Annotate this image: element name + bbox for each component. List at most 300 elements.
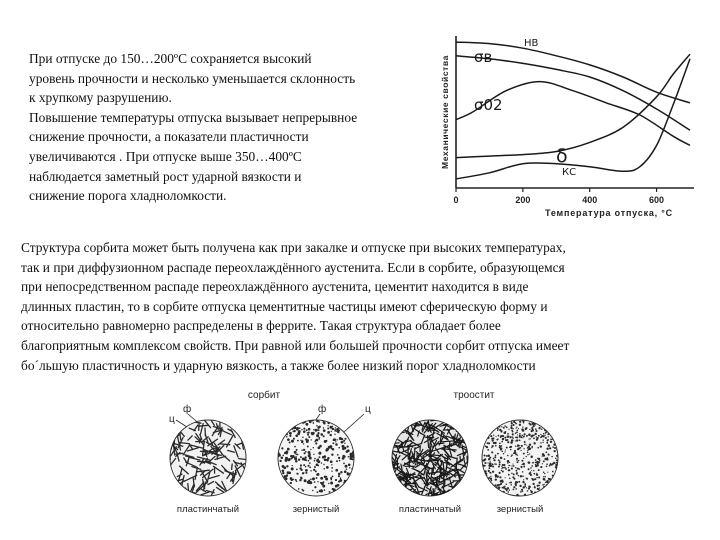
carbide-particle [330,481,333,484]
carbide-particle [303,443,304,444]
carbide-particle [535,433,537,435]
carbide-particle [304,479,307,482]
carbide-particle [316,434,319,437]
carbide-particle [510,482,512,484]
carbide-particle [285,457,288,460]
carbide-particle [492,466,494,468]
carbide-particle [519,433,521,435]
lamella [393,433,397,440]
carbide-particle [550,493,552,495]
carbide-particle [529,444,531,446]
carbide-particle [487,462,488,463]
carbide-particle [505,419,507,421]
carbide-particle [291,440,294,443]
carbide-particle [553,426,555,428]
carbide-particle [340,471,342,473]
carbide-particle [297,454,299,456]
carbide-particle [507,462,508,463]
lamella [389,485,396,486]
lamella [460,492,466,496]
carbide-particle [537,485,539,487]
carbide-particle [509,436,511,438]
carbide-particle [319,445,322,448]
carbide-particle [545,435,546,436]
carbide-particle [495,474,498,477]
carbide-particle [495,463,496,464]
carbide-particle [511,439,514,442]
lamella [463,432,470,435]
carbide-particle [296,449,298,451]
carbide-particle [502,451,504,453]
carbide-particle [518,468,520,470]
lamella [391,487,398,493]
carbide-particle [347,490,350,493]
carbide-particle [516,437,518,439]
carbide-particle [553,462,554,463]
carbide-particle [525,428,527,430]
carbide-particle [338,475,340,477]
lamella [392,443,399,444]
carbide-particle [508,469,510,471]
carbide-particle [309,466,311,468]
carbide-particle [483,426,485,428]
carbide-particle [283,419,285,421]
carbide-particle [545,437,547,439]
carbide-particle [493,445,494,446]
carbide-particle [501,466,502,467]
carbide-particle [488,427,490,429]
carbide-particle [351,431,354,434]
carbide-particle [295,456,296,457]
carbide-particle [515,440,516,441]
carbide-particle [542,456,543,457]
carbide-particle [351,456,352,457]
carbide-particle [302,437,304,439]
carbide-particle [540,420,542,422]
carbide-particle [499,472,501,474]
carbide-particle [483,434,485,436]
carbide-particle [516,458,518,460]
carbide-particle [349,467,350,468]
carbide-particle [305,466,306,467]
carbide-particle [555,457,557,459]
carbide-particle [493,426,496,429]
carbide-particle [284,475,287,478]
carbide-particle [516,460,517,461]
carbide-particle [301,429,302,430]
carbide-particle [522,491,523,492]
carbide-particle [490,435,492,437]
carbide-particle [547,453,549,455]
carbide-particle [312,477,315,480]
carbide-particle [512,436,513,437]
carbide-particle [547,494,549,496]
cementite-label: ц [169,414,175,425]
carbide-particle [533,470,534,471]
carbide-particle [552,471,554,473]
carbide-particle [323,464,324,465]
carbide-particle [503,427,505,429]
carbide-particle [522,429,524,431]
carbide-particle [489,486,491,488]
carbide-particle [489,422,490,423]
carbide-particle [556,462,558,464]
carbide-particle [281,447,283,449]
lamella [448,491,454,500]
carbide-particle [549,426,550,427]
carbide-particle [517,455,518,456]
lamella [448,491,457,495]
carbide-particle [506,426,508,428]
carbide-particle [536,436,537,437]
sorbite-title: сорбит [247,390,281,401]
carbide-particle [517,461,519,463]
carbide-particle [342,441,344,443]
carbide-particle [308,460,310,462]
carbide-particle [288,419,290,421]
main-line: благоприятным комплексом свойств. При равной или большей прочности сорбит отпуска имеет [21,337,570,353]
carbide-particle [513,465,515,467]
carbide-particle [297,440,299,442]
carbide-particle [494,456,496,458]
carbide-particle [338,447,340,449]
lamella [455,422,467,428]
lamella [394,420,397,432]
carbide-particle [515,481,517,483]
carbide-particle [310,449,311,450]
carbide-particle [535,459,537,461]
carbide-particle [494,427,495,428]
carbide-particle [509,482,510,483]
series-line-KC [456,59,690,179]
carbide-particle [277,429,279,431]
carbide-particle [523,466,525,468]
carbide-particle [352,440,355,443]
carbide-particle [314,441,316,443]
carbide-particle [543,472,544,473]
carbide-particle [532,483,534,485]
carbide-particle [287,439,289,441]
carbide-particle [298,421,300,423]
carbide-particle [542,435,544,437]
carbide-particle [487,429,489,431]
carbide-particle [556,486,558,488]
carbide-particle [338,473,341,476]
carbide-particle [322,485,325,488]
carbide-particle [516,428,517,429]
carbide-particle [499,460,500,461]
sorbite-granular-caption: зернистый [292,504,340,515]
carbide-particle [520,475,522,477]
carbide-particle [529,438,531,440]
carbide-particle [516,440,517,441]
carbide-particle [523,479,524,480]
intro-line: наблюдается заметный рост ударной вязкости и [29,168,302,184]
carbide-particle [308,428,311,431]
carbide-particle [339,460,341,462]
carbide-particle [350,457,353,460]
carbide-particle [290,458,292,460]
lamella [404,489,407,502]
carbide-particle [537,488,539,490]
carbide-particle [522,475,524,477]
carbide-particle [546,442,548,444]
lamella [391,421,399,423]
carbide-particle [349,486,351,488]
carbide-particle [521,445,523,447]
carbide-particle [499,492,501,494]
carbide-particle [351,486,353,488]
carbide-particle [312,432,315,435]
carbide-particle [326,459,329,462]
carbide-particle [551,489,553,491]
lamella [452,491,463,496]
carbide-particle [501,421,503,423]
carbide-particle [330,460,333,463]
carbide-particle [538,482,540,484]
carbide-particle [543,476,544,477]
carbide-particle [501,470,502,471]
carbide-particle [336,439,337,440]
carbide-particle [332,448,335,451]
carbide-particle [279,440,281,442]
carbide-particle [321,482,324,485]
carbide-particle [513,489,515,491]
carbide-particle [497,420,499,422]
carbide-particle [282,494,283,495]
lamella [454,487,462,493]
carbide-particle [522,437,523,438]
main-line: длинных пластин, то в сорбите отпуска цементитные частицы имеют сферическую форму и [21,298,548,314]
carbide-particle [552,428,554,430]
carbide-particle [551,488,552,489]
carbide-particle [304,452,306,454]
carbide-particle [534,478,536,480]
lamella [443,491,444,500]
carbide-particle [338,491,340,493]
carbide-particle [330,479,332,481]
carbide-particle [484,424,485,425]
carbide-particle [490,476,491,477]
carbide-particle [519,485,521,487]
carbide-particle [551,486,553,488]
carbide-particle [298,459,300,461]
carbide-particle [308,451,311,454]
carbide-particle [294,419,296,421]
carbide-particle [287,448,289,450]
carbide-particle [281,433,284,436]
lamella [396,487,401,490]
carbide-particle [526,478,528,480]
carbide-particle [335,427,336,428]
lamella [199,425,209,426]
properties-chart-svg [432,22,720,222]
series-label-KC: КС [562,167,577,178]
carbide-particle [349,479,351,481]
carbide-particle [329,491,331,493]
carbide-particle [550,463,552,465]
carbide-particle [507,435,510,438]
carbide-particle [486,455,488,457]
carbide-particle [500,457,502,459]
carbide-particle [321,462,322,463]
carbide-particle [316,474,318,476]
lamella [461,484,468,494]
carbide-particle [524,483,526,485]
carbide-particle [317,491,319,493]
carbide-particle [278,471,280,473]
carbide-particle [545,451,547,453]
carbide-particle [540,445,542,447]
carbide-particle [326,448,329,451]
series-labels [474,38,576,178]
lamella [387,420,399,426]
carbide-particle [542,439,543,440]
carbide-particle [494,488,496,490]
intro-line: снижение порога хладноломкости. [29,188,227,204]
carbide-particle [507,455,509,457]
carbide-particle [555,485,557,487]
carbide-particle [534,473,536,475]
carbide-particle [535,465,537,467]
carbide-particle [324,489,326,491]
carbide-particle [322,456,325,459]
carbide-particle [481,479,483,481]
carbide-particle [288,421,290,423]
carbide-particle [505,468,507,470]
carbide-particle [497,453,499,455]
lamella [235,486,240,499]
carbide-particle [310,470,311,471]
carbide-particle [331,454,333,456]
carbide-particle [513,473,515,475]
carbide-particle [499,484,501,486]
lamella [390,485,394,489]
carbide-particle [291,469,293,471]
carbide-particle [286,465,288,467]
carbide-particle [346,469,347,470]
carbide-particle [504,420,505,421]
carbide-particle [516,470,518,472]
carbide-particle [347,423,349,425]
carbide-particle [298,488,300,490]
carbide-particle [283,420,286,423]
carbide-particle [541,428,543,430]
carbide-particle [287,427,289,429]
carbide-particle [279,488,282,491]
carbide-particle [530,490,531,491]
carbide-particle [504,458,506,460]
carbide-particle [289,435,291,437]
carbide-particle [352,482,354,484]
carbide-particle [340,477,341,478]
carbide-particle [557,474,559,476]
carbide-particle [548,444,551,447]
carbide-particle [314,486,316,488]
carbide-particle [307,465,309,467]
lamella [239,419,249,422]
carbide-particle [522,471,524,473]
carbide-particle [505,431,506,432]
carbide-particle [541,422,542,423]
carbide-particle [557,437,559,439]
carbide-particle [336,460,338,462]
carbide-particle [509,462,510,463]
carbide-particle [516,467,517,468]
carbide-particle [528,423,530,425]
intro-line: к хрупкому разрушению. [29,90,172,106]
carbide-particle [309,462,311,464]
carbide-particle [557,435,558,436]
carbide-particle [346,485,348,487]
carbide-particle [515,432,517,434]
carbide-particle [554,430,556,432]
carbide-particle [294,451,297,454]
carbide-particle [324,476,326,478]
carbide-particle [320,433,321,434]
carbide-particle [344,470,347,473]
carbide-particle [498,486,500,488]
carbide-particle [538,427,540,429]
carbide-particle [532,462,534,464]
carbide-particle [483,439,484,440]
carbide-particle [519,424,521,426]
carbide-particle [540,466,542,468]
carbide-particle [554,427,556,429]
carbide-particle [331,431,332,432]
carbide-particle [284,452,286,454]
carbide-particle [294,446,296,448]
carbide-particle [511,425,513,427]
carbide-particle [510,484,512,486]
carbide-particle [553,480,555,482]
carbide-particle [548,436,549,437]
carbide-particle [542,463,543,464]
lamella [460,430,466,435]
carbide-particle [313,469,315,471]
carbide-particle [300,456,302,458]
carbide-particle [502,439,504,441]
carbide-particle [280,477,282,479]
carbide-particle [486,435,488,437]
carbide-particle [335,441,336,442]
carbide-particle [310,479,312,481]
carbide-particle [546,423,547,424]
troostite-micrographs [378,386,568,516]
lamella [400,486,401,496]
carbide-particle [489,457,491,459]
carbide-particle [302,423,303,424]
carbide-particle [538,476,540,478]
main-line: при непосредственном распаде переохлаждённого аустенита, цементит находится в виде [21,279,529,295]
carbide-particle [538,458,540,460]
carbide-particle [481,489,483,491]
carbide-particle [529,434,530,435]
ferrite-label: ф [318,404,327,415]
carbide-particle [515,484,517,486]
carbide-particle [535,430,537,432]
carbide-particle [332,476,334,478]
carbide-particle [307,439,309,441]
carbide-particle [339,437,342,440]
carbide-particle [516,429,518,431]
carbide-particle [523,436,525,438]
carbide-particle [293,493,295,495]
carbide-particle [343,463,345,465]
carbide-particle [522,426,523,427]
carbide-particle [305,472,307,474]
carbide-particle [524,433,526,435]
